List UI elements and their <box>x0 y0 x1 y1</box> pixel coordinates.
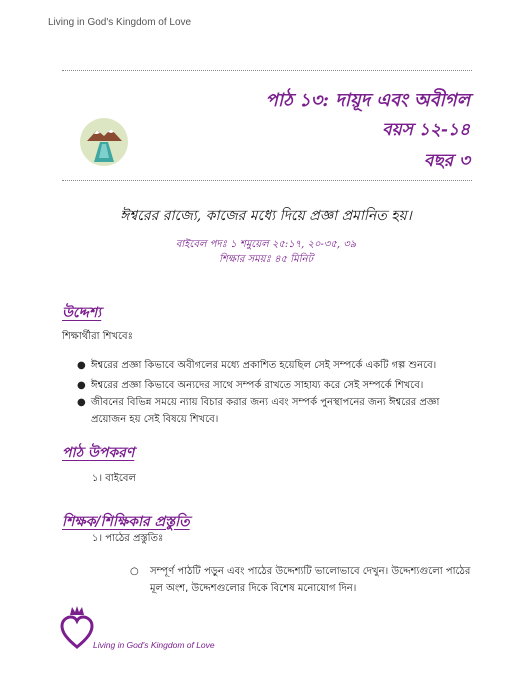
age-range: বয়স ১২-১৪ <box>382 120 470 140</box>
bullet-icon: ● <box>77 380 86 391</box>
divider-bottom <box>62 180 472 181</box>
objectives-intro: শিক্ষার্থীরা শিখবেঃ <box>62 331 133 342</box>
page-header: Living in God's Kingdom of Love <box>48 17 192 28</box>
list-item <box>77 394 476 428</box>
bible-verses: বাইবেল পদঃ ১ শমুয়েল ২৫:১৭, ২০-৩৫, ৩৯ <box>175 239 357 250</box>
mountain-river-icon <box>80 118 128 166</box>
list-item <box>77 357 476 374</box>
year-label: বছর ৩ <box>423 151 470 171</box>
circle-bullet-icon: ○ <box>130 566 139 577</box>
divider-top <box>62 70 472 71</box>
preparation-text: সম্পূর্ণ পাঠটি পড়ুন এবং পাঠের উদ্দেশ্যটি ভালোভাবে দেখুন। উদ্দেশ্যগুলো পাঠের মূল অংশ, উদ্দেশগুলোর দিকে বিশেষ মনোযোগ দিন। <box>150 566 471 594</box>
objective-text: জীবনের বিভিন্ন সময়ে ন্যায় বিচার করার জন্য এবং সম্পর্ক পুনস্থাপনের জন্য ঈশ্বরের প্রজ্ঞা প্রয়োজন হয় সেই বিষয়ে শিখবে। <box>91 397 440 425</box>
crowned-heart-logo <box>60 605 94 651</box>
list-item <box>130 563 475 597</box>
objective-text: ঈশ্বরের প্রজ্ঞা কিভাবে অবীগলের মধ্যে প্রকাশিত হয়েছিল সেই সম্পর্কে একটি গল্প শুনবে। <box>91 360 437 371</box>
heart-crown-icon <box>60 605 94 651</box>
lesson-duration: শিক্ষার সময়ঃ ৪৫ মিনিট <box>219 254 313 265</box>
bullet-icon: ● <box>77 397 86 408</box>
list-item <box>77 377 476 394</box>
page-footer: Living in God's Kingdom of Love <box>93 640 215 650</box>
lesson-logo <box>80 118 128 166</box>
preparation-heading: শিক্ষক/শিক্ষিকার প্রস্তুতি <box>62 514 190 530</box>
materials-heading: পাঠ উপকরণ <box>62 445 135 461</box>
preparation-intro: ১। পাঠের প্রস্তুতিঃ <box>92 533 164 544</box>
material-item: ১। বাইবেল <box>92 473 136 484</box>
bullet-icon: ● <box>77 360 86 371</box>
objectives-heading: উদ্দেশ্য <box>62 305 102 321</box>
objective-text: ঈশ্বরের প্রজ্ঞা কিভাবে অন্যদের সাথে সম্পর্ক রাখতে সাহায্য করে সেই সম্পর্কে শিখবে। <box>91 380 424 391</box>
lesson-title: পাঠ ১৩: দায়ূদ এবং অবীগল <box>265 90 470 111</box>
lesson-theme: ঈশ্বরের রাজ্যে, কাজের মধ্যে দিয়ে প্রজ্ঞা প্রমানিত হয়। <box>120 208 412 224</box>
